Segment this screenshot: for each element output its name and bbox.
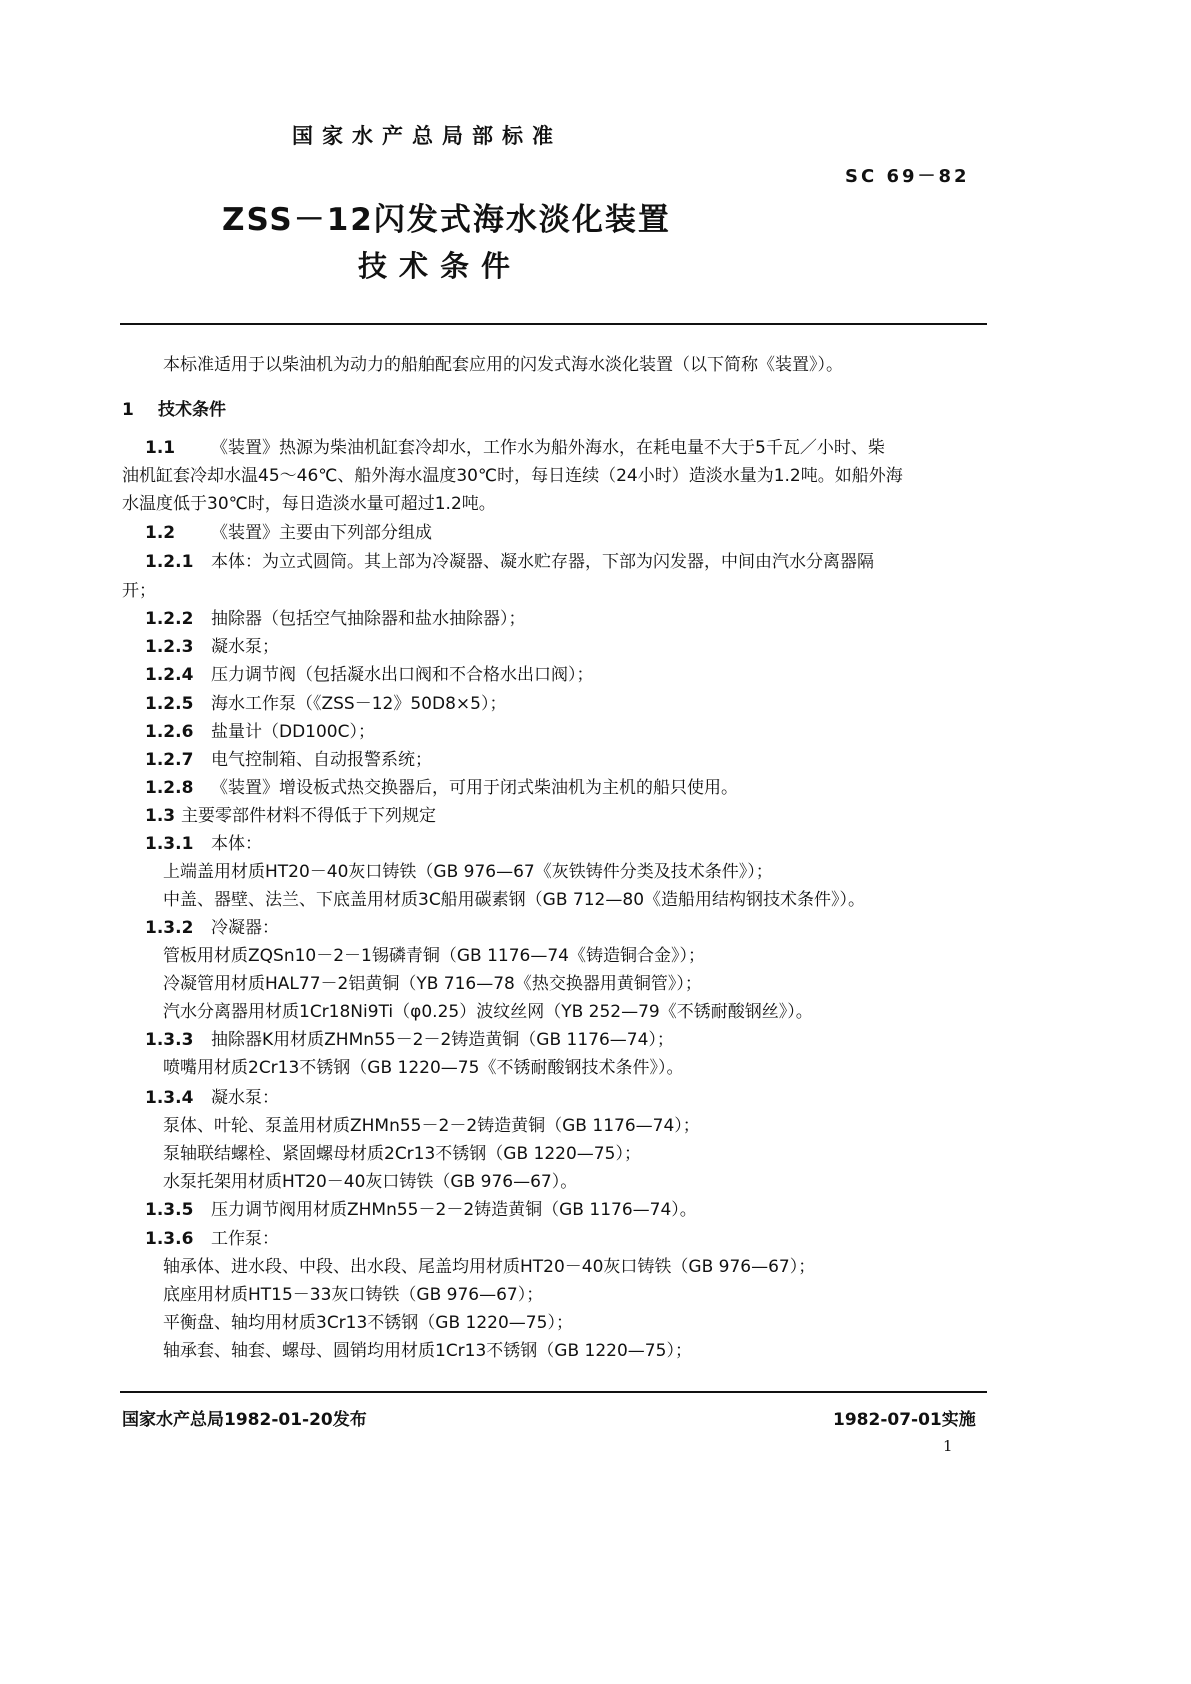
document-subtitle: 技术条件: [358, 249, 523, 283]
clause-text: 压力调节阀（包括凝水出口阀和不合格水出口阀）；: [211, 665, 594, 685]
agency-heading: 国家水产总局部标准: [292, 124, 562, 148]
clause-number: 1.2.4: [145, 665, 194, 685]
clause-number: 1.2.3: [145, 637, 194, 657]
clause-number: 1.3.6: [145, 1229, 194, 1249]
title-divider: [120, 323, 987, 325]
clause-1-2-8: [145, 777, 738, 799]
footer-divider: [120, 1391, 987, 1393]
standard-code: SC 69－82: [845, 166, 970, 187]
clause-text: 《装置》增设板式热交换器后，可用于闭式柴油机为主机的船只使用。: [211, 778, 738, 798]
clause-text: 主要零部件材料不得低于下列规定: [181, 806, 436, 826]
clause-1-2-1-line1: [145, 551, 874, 573]
clause-text: 压力调节阀用材质ZHMn55－2－2铸造黄铜（GB 1176—74）。: [211, 1200, 697, 1220]
clause-number: 1.1: [145, 438, 176, 458]
clause-1-3-4-item-b: 泵轴联结螺栓、紧固螺母材质2Cr13不锈钢（GB 1220—75）；: [163, 1144, 641, 1164]
clause-number: 1.2.6: [145, 722, 194, 742]
section-title: 技术条件: [158, 400, 226, 420]
clause-text: 凝水泵：: [211, 1088, 279, 1108]
clause-1-2: [145, 522, 432, 544]
clause-number: 1.2.7: [145, 750, 194, 770]
clause-1-3-6: [145, 1228, 279, 1250]
clause-1-1-line3: 水温度低于30℃时，每日造淡水量可超过1.2吨。: [122, 494, 496, 514]
clause-1-3-6-item-b: 底座用材质HT15－33灰口铸铁（GB 976—67）；: [163, 1285, 544, 1305]
clause-number: 1.3.1: [145, 834, 194, 854]
clause-1-1-line2: 油机缸套冷却水温45～46℃、船外海水温度30℃时，每日连续（24小时）造淡水量为1.2吨。如船外海: [122, 466, 903, 486]
intro-paragraph: 本标准适用于以柴油机为动力的船舶配套应用的闪发式海水淡化装置（以下简称《装置》）。: [163, 355, 843, 375]
clause-1-2-4: [145, 664, 594, 686]
clause-text: 冷凝器：: [211, 918, 279, 938]
clause-1-3-3: [145, 1029, 674, 1051]
clause-1-3-4-item-a: 泵体、叶轮、泵盖用材质ZHMn55－2－2铸造黄铜（GB 1176—74）；: [163, 1116, 700, 1136]
clause-1-3-5: [145, 1199, 697, 1221]
clause-text: 电气控制箱、自动报警系统；: [211, 750, 432, 770]
clause-1-2-6: [145, 721, 375, 743]
clause-1-3-2: [145, 917, 279, 939]
clause-1-3-2-item-b: 冷凝管用材质HAL77－2铝黄铜（YB 716—78《热交换器用黄铜管》）；: [163, 974, 702, 994]
clause-number: 1.3.5: [145, 1200, 194, 1220]
clause-1-3-6-item-d: 轴承套、轴套、螺母、圆销均用材质1Cr13不锈钢（GB 1220—75）；: [163, 1341, 692, 1361]
clause-text: 盐量计（DD100C）；: [211, 722, 375, 742]
clause-1-3-6-item-c: 平衡盘、轴均用材质3Cr13不锈钢（GB 1220—75）；: [163, 1313, 573, 1333]
clause-number: 1.2.2: [145, 609, 194, 629]
issue-date: 国家水产总局1982-01-20发布: [122, 1410, 367, 1430]
clause-1-3: [145, 805, 436, 827]
clause-number: 1.3: [145, 806, 176, 826]
clause-1-3-6-item-a: 轴承体、进水段、中段、出水段、尾盖均用材质HT20－40灰口铸铁（GB 976—67）；: [163, 1257, 816, 1277]
page-number: 1: [943, 1437, 953, 1455]
clause-1-2-5: [145, 693, 506, 715]
clause-text: 本体：为立式圆筒。其上部为冷凝器、凝水贮存器，下部为闪发器，中间由汽水分离器隔: [211, 552, 874, 572]
clause-text: 《装置》热源为柴油机缸套冷却水，工作水为船外海水，在耗电量不大于5千瓦／小时、柴: [211, 438, 885, 458]
clause-text: 工作泵：: [211, 1229, 279, 1249]
clause-number: 1.3.3: [145, 1030, 194, 1050]
clause-1-3-1: [145, 833, 262, 855]
clause-text: 抽除器K用材质ZHMn55－2－2铸造黄铜（GB 1176—74）；: [211, 1030, 674, 1050]
clause-number: 1.2.8: [145, 778, 194, 798]
section-number: 1: [122, 400, 134, 420]
clause-1-2-2: [145, 608, 526, 630]
clause-1-2-1-line2: 开；: [122, 581, 156, 601]
clause-text: 《装置》主要由下列部分组成: [211, 523, 432, 543]
clause-number: 1.2.5: [145, 694, 194, 714]
clause-1-3-1-item-b: 中盖、器壁、法兰、下底盖用材质3C船用碳素钢（GB 712—80《造船用结构钢技术条件》）。: [163, 890, 866, 910]
clause-1-3-3-item-a: 喷嘴用材质2Cr13不锈钢（GB 1220—75《不锈耐酸钢技术条件》）。: [163, 1058, 684, 1078]
clause-1-1-line1: [145, 437, 885, 459]
clause-text: 本体：: [211, 834, 262, 854]
document-title: ZSS－12闪发式海水淡化装置: [222, 202, 671, 238]
clause-1-2-7: [145, 749, 432, 771]
clause-text: 海水工作泵（《ZSS－12》50D8×5）；: [211, 694, 507, 714]
clause-1-3-1-item-a: 上端盖用材质HT20－40灰口铸铁（GB 976—67《灰铁铸件分类及技术条件》）；: [163, 862, 773, 882]
clause-1-3-2-item-c: 汽水分离器用材质1Cr18Ni9Ti（φ0.25）波纹丝网（YB 252—79《不锈耐酸钢丝》）。: [163, 1002, 813, 1022]
clause-1-3-2-item-a: 管板用材质ZQSn10－2－1锡磷青铜（GB 1176—74《铸造铜合金》）；: [163, 946, 705, 966]
clause-number: 1.2.1: [145, 552, 194, 572]
clause-text: 凝水泵；: [211, 637, 279, 657]
clause-text: 抽除器（包括空气抽除器和盐水抽除器）；: [211, 609, 526, 629]
clause-number: 1.3.2: [145, 918, 194, 938]
section-1-heading: [122, 399, 226, 421]
clause-1-3-4-item-c: 水泵托架用材质HT20－40灰口铸铁（GB 976—67）。: [163, 1172, 578, 1192]
clause-1-3-4: [145, 1087, 279, 1109]
clause-1-2-3: [145, 636, 279, 658]
clause-number: 1.3.4: [145, 1088, 194, 1108]
effective-date: 1982-07-01实施: [833, 1410, 976, 1430]
clause-number: 1.2: [145, 523, 176, 543]
